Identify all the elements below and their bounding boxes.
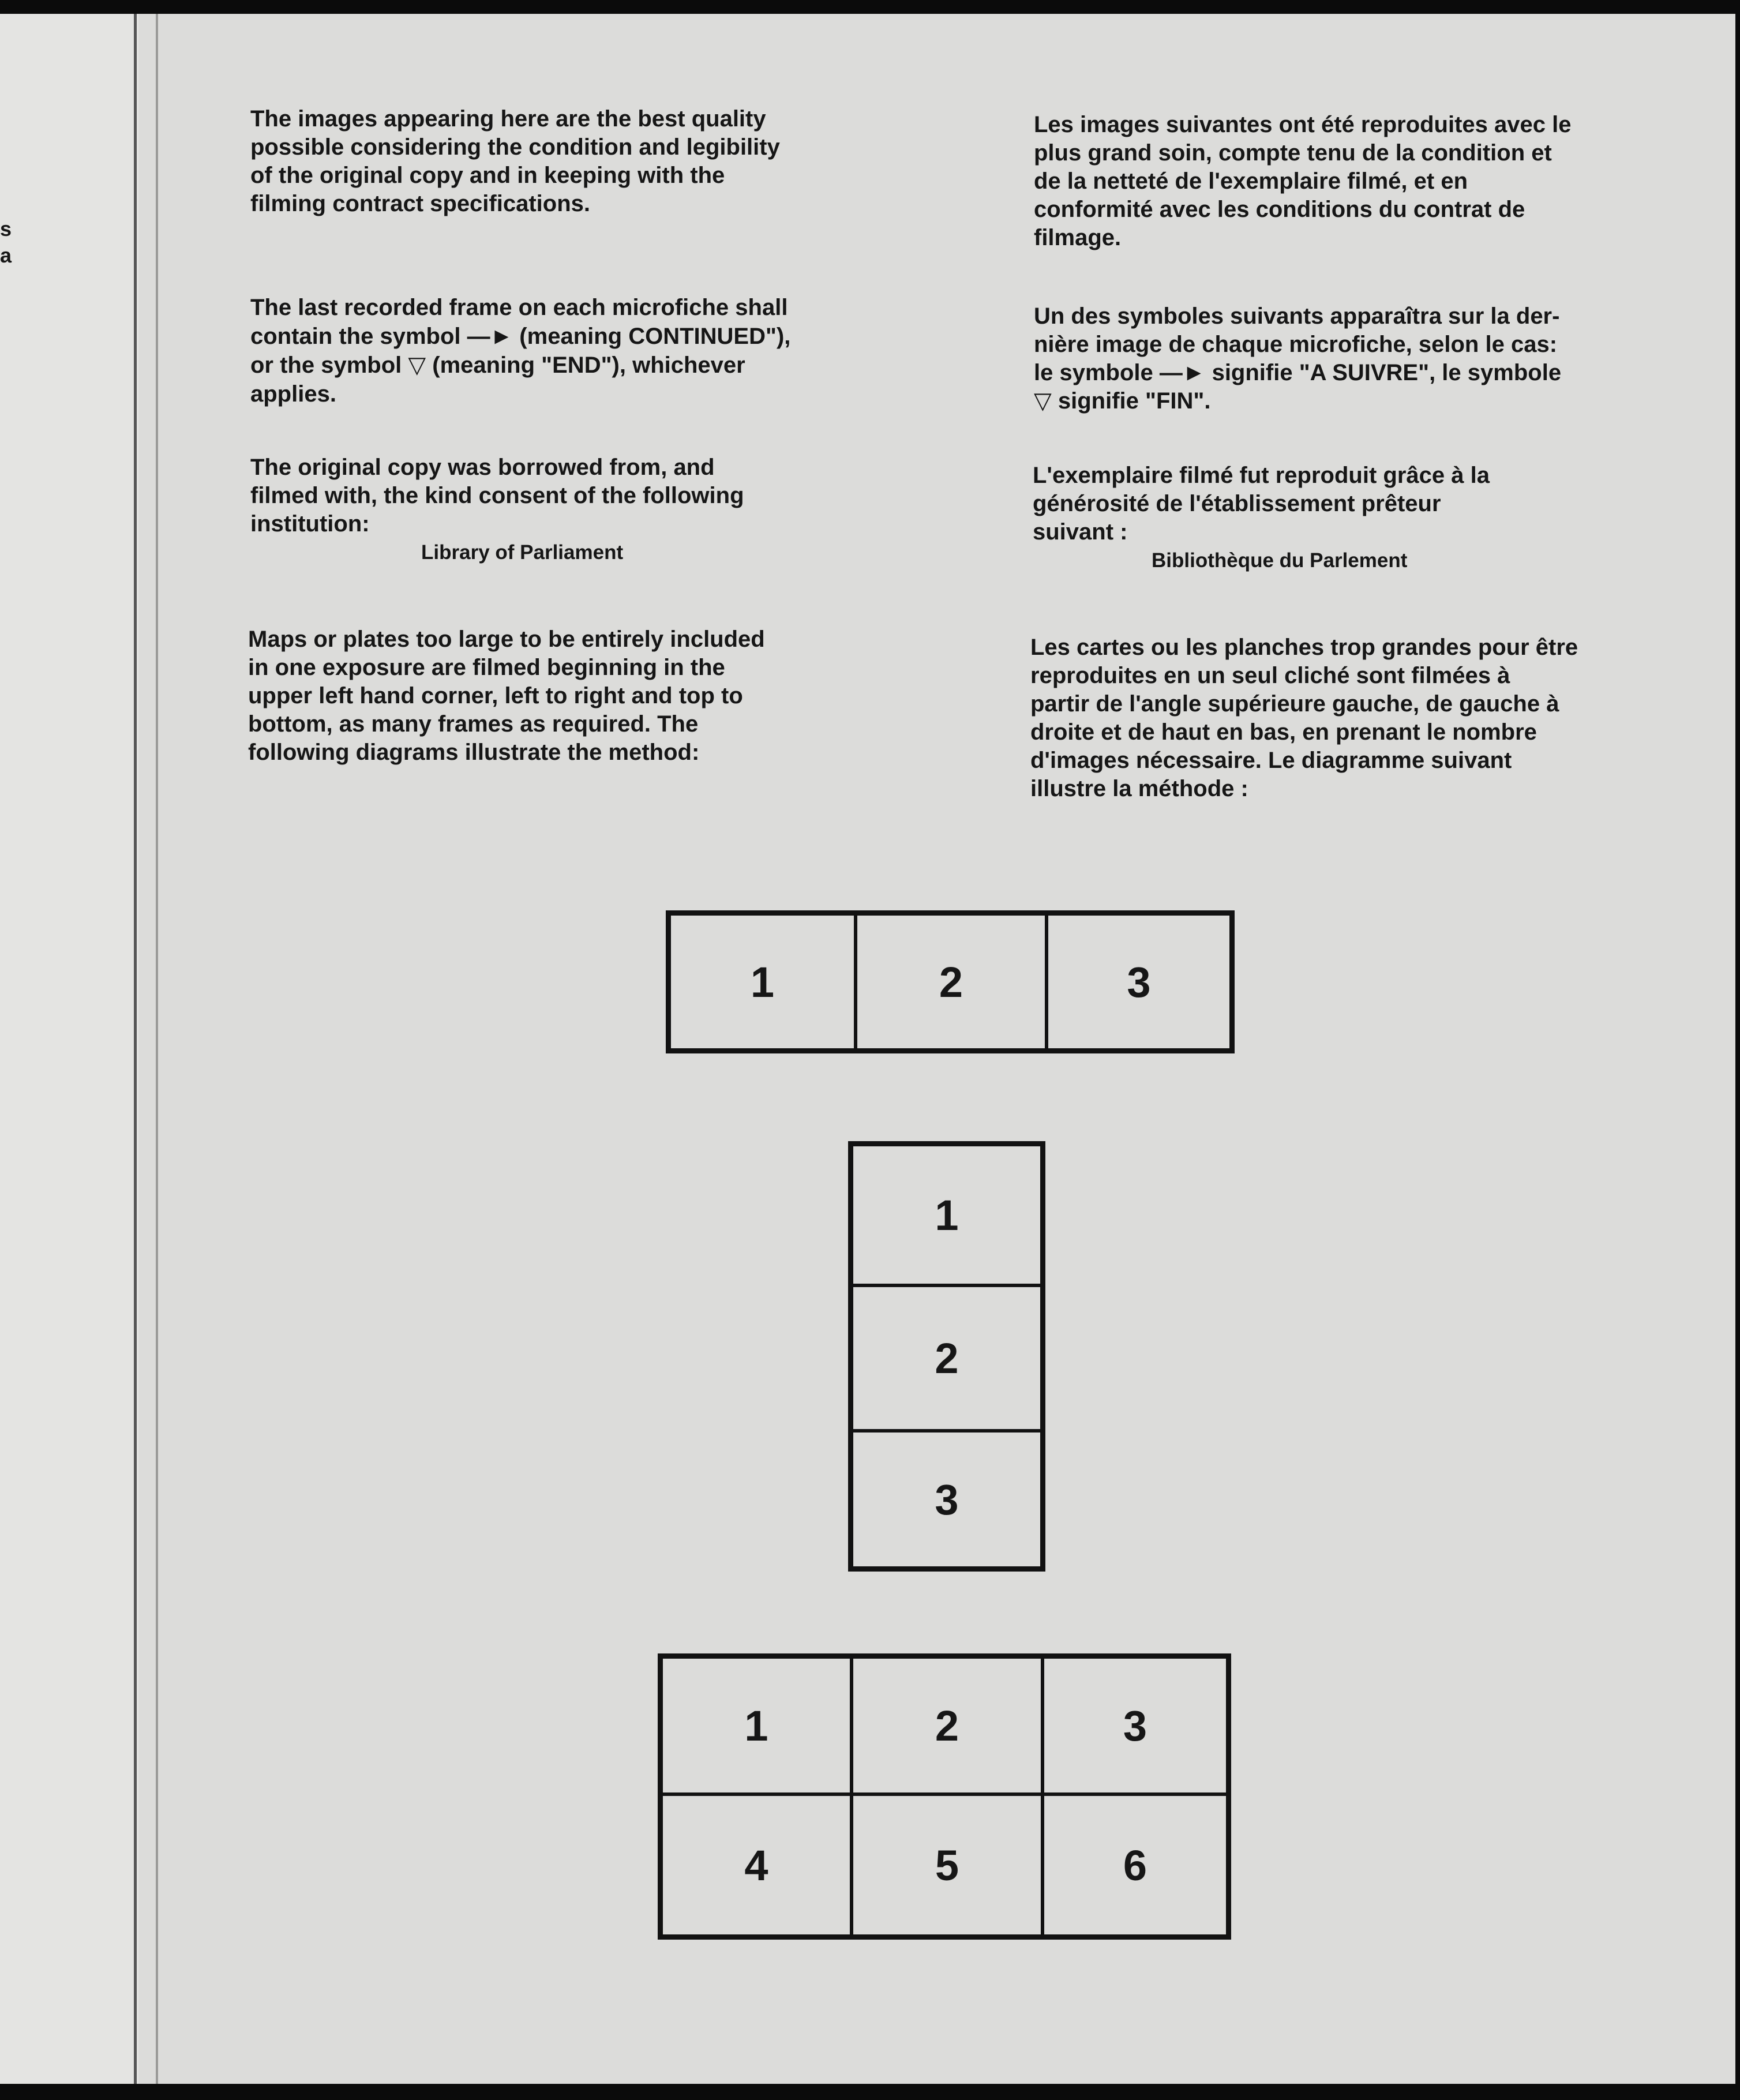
text-line: possible considering the condition and legibility <box>250 134 780 160</box>
text-line: contain the symbol —► (meaning CONTINUED"), <box>250 324 791 349</box>
text-line: The last recorded frame on each microfiche shall <box>250 295 788 320</box>
right-film-border <box>1735 0 1740 2100</box>
page-edge-line <box>156 14 158 2084</box>
french-paragraph-institution <box>1033 462 1490 575</box>
text-line: droite et de haut en bas, en prenant le nombre <box>1030 719 1537 745</box>
text-line: applies. <box>250 381 336 407</box>
text-line: upper left hand corner, left to right and top to <box>248 683 743 708</box>
bottom-film-border <box>0 2084 1740 2100</box>
text-line: ▽ signifie "FIN". <box>1034 388 1211 414</box>
institution-name-french: Bibliothèque du Parlement <box>1152 549 1408 572</box>
english-paragraph-institution <box>250 453 744 567</box>
frame-cell: 4 <box>661 1794 852 1936</box>
text-line: le symbole —► signifie "A SUIVRE", le symbole <box>1034 360 1562 385</box>
text-line: institution: <box>250 511 370 537</box>
diagram-column-of-three <box>848 1141 1045 1572</box>
text-line: nière image de chaque microfiche, selon le cas: <box>1034 332 1558 357</box>
text-line: suivant : <box>1033 519 1128 545</box>
text-line: Les cartes ou les planches trop grandes pour être <box>1030 635 1578 660</box>
margin-letter: a <box>0 243 12 267</box>
text-line: filming contract specifications. <box>250 191 591 216</box>
text-line: Maps or plates too large to be entirely included <box>248 627 765 652</box>
french-paragraph-symbols <box>1034 302 1561 415</box>
frame-cell: 2 <box>852 1657 1042 1794</box>
text-line: following diagrams illustrate the method: <box>248 740 700 765</box>
english-paragraph-maps <box>248 625 765 767</box>
french-paragraph-quality <box>1034 111 1571 252</box>
frame-cell: 1 <box>661 1657 852 1794</box>
margin-letters <box>0 216 20 269</box>
text-line: Les images suivantes ont été reproduites avec le <box>1034 112 1572 137</box>
frame-cell: 2 <box>856 914 1047 1050</box>
text-line: illustre la méthode : <box>1030 776 1248 801</box>
frame-cell: 1 <box>852 1145 1042 1285</box>
text-line: générosité de l'établissement prêteur <box>1033 491 1441 516</box>
frame-cell: 5 <box>852 1794 1042 1936</box>
frame-cell: 3 <box>1042 1657 1228 1794</box>
english-paragraph-quality <box>250 105 780 218</box>
previous-page-strip <box>0 14 138 2084</box>
text-line: The original copy was borrowed from, and <box>250 455 715 480</box>
text-line: filmage. <box>1034 225 1122 250</box>
margin-letter: s <box>0 217 12 241</box>
text-line: L'exemplaire filmé fut reproduit grâce à la <box>1033 463 1490 488</box>
diagram-row-of-three <box>666 910 1235 1053</box>
text-line: Un des symboles suivants apparaîtra sur la der- <box>1034 303 1560 329</box>
strip-edge-line <box>134 14 137 2084</box>
frame-cell: 3 <box>852 1431 1042 1568</box>
text-line: The images appearing here are the best quality <box>250 106 766 132</box>
frame-cell: 1 <box>669 914 856 1050</box>
english-paragraph-symbols <box>250 293 790 408</box>
frame-cell: 2 <box>852 1285 1042 1431</box>
text-line: filmed with, the kind consent of the following <box>250 483 744 508</box>
diagram-grid-of-six <box>658 1653 1231 1940</box>
frame-cell: 6 <box>1042 1794 1228 1936</box>
text-line: conformité avec les conditions du contrat de <box>1034 197 1525 222</box>
frame-cell: 3 <box>1047 914 1231 1050</box>
text-line: plus grand soin, compte tenu de la condition et <box>1034 140 1552 166</box>
text-line: partir de l'angle supérieure gauche, de gauche à <box>1030 691 1559 717</box>
french-paragraph-maps <box>1030 633 1578 803</box>
text-line: d'images nécessaire. Le diagramme suivant <box>1030 748 1512 773</box>
institution-name-english: Library of Parliament <box>421 541 624 564</box>
top-film-border <box>0 0 1740 14</box>
text-line: or the symbol ▽ (meaning "END"), whichever <box>250 352 745 378</box>
text-line: reproduites en un seul cliché sont filmées à <box>1030 663 1510 688</box>
text-line: in one exposure are filmed beginning in the <box>248 655 725 680</box>
text-line: de la netteté de l'exemplaire filmé, et en <box>1034 168 1468 194</box>
text-line: of the original copy and in keeping with the <box>250 163 725 188</box>
text-line: bottom, as many frames as required. The <box>248 711 699 737</box>
